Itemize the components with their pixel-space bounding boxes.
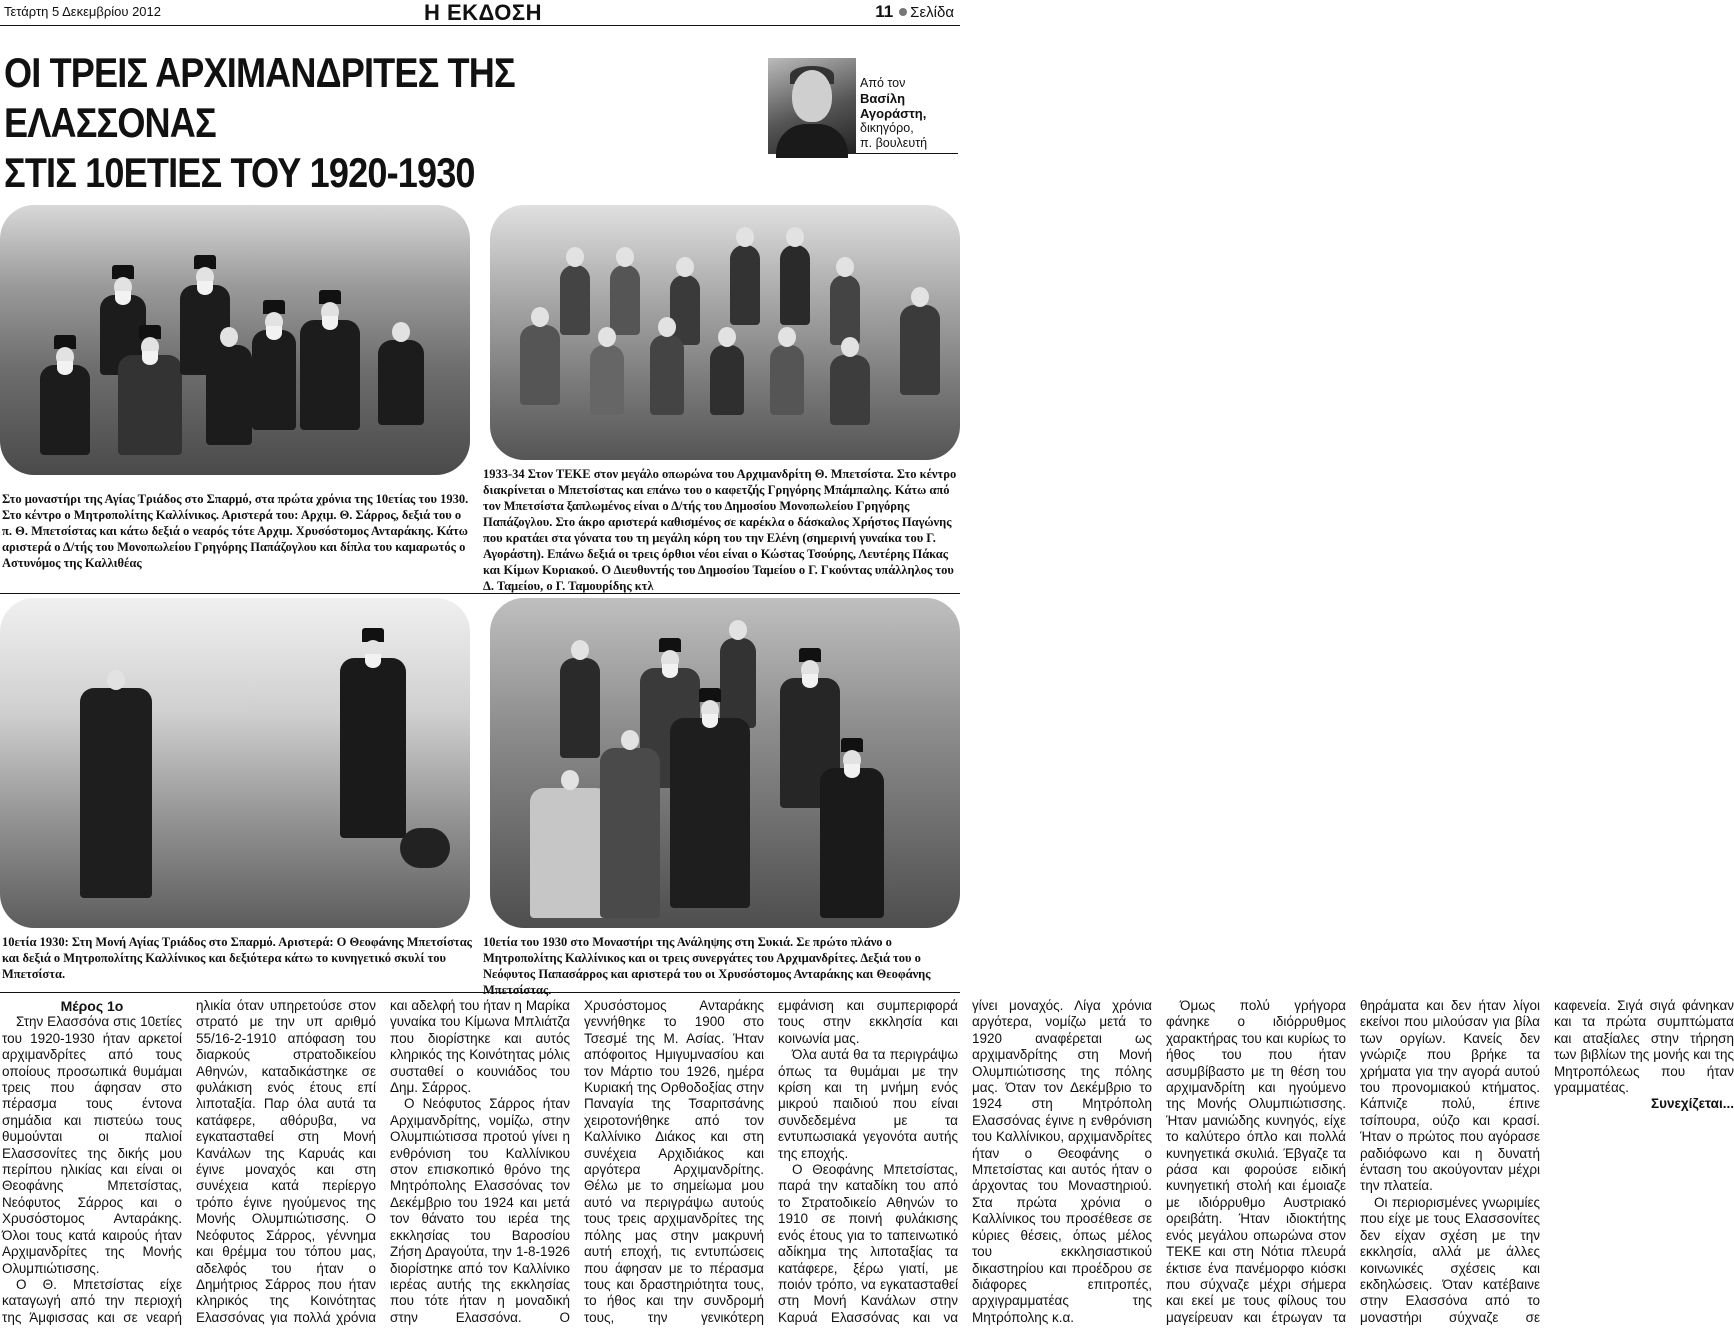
continued-note: Συνεχίζεται...	[1651, 1096, 1734, 1112]
divider	[0, 593, 960, 594]
photo-betsistas-kallinikos	[0, 598, 470, 928]
article-part: Μέρος 1ο	[60, 998, 124, 1014]
paragraph: Ο Νεόφυτος Σάρρος ήταν Αρχιμανδρίτης, νομίζω, στην Ολυμπιώτισσα προτού γίνει η ενθρόνιση του Καλλίνικου στον επισκοπικό θρόνο της Μητρόπολης Ελασσόνας τον Δεκέμβριο του 1924 και μετά τον θάνατο του ιερέα της εκκλησίας του Βαροσίου Ζήση Δραγούτα, την 1-8-1926 διορίστηκε από τον Καλλίνικο ιερέας αυτής της εκκλησίας που τότε ήταν η μοναδική στην Ελασσόνα. Ο Χρυσόστομος Ανταράκης γεννήθηκε το 1900 στο Τσεσμέ της Μ. Ασίας. Ήταν απόφοιτος Ημιγυμνασίου και τον Μάρτιο του 1926, ημέρα Κυριακή της Ορθοδοξίας στην Παναγία της Τσαριτσάνης χειροτονήθηκε από τον Καλλίνικο Διάκος και στη συνέχεια Αρχιδιάκος και αργότερα Αρχιμανδρίτης. Θέλω με το σημείωμα μου αυτό να περιγράψω αυτούς τους τρεις αρχιμανδρίτες της πόλης μας στην μακρυνή αυτή εποχή, τις εντυπώσεις που άφησαν με το πέρασμα τους και δραστηριότητα τους, το ήθος και την συνδρομή τους, την γενικότερη εμφάνιση και συμπεριφορά τους στην εκκλησία και κοινωνία μας.	[390, 998, 958, 1325]
page-indicator	[875, 2, 954, 22]
caption-photo-1: Στο μοναστήρι της Αγίας Τριάδος στο Σπαρμό, στα πρώτα χρόνια της 10ετίας του 1930. Στο κέντρο ο Μητροπολίτης Καλλίνικος. Αριστερά του: Αρχιμ. Θ. Σάρρος, δεξιά του ο π. Θ. Μπετσίστας και κάτω δεξιά ο νεαρός τότε Αρχιμ. Χρυσόστομος Ανταράκης. Κάτω αριστερά ο Δ/τής του Μονοπωλείου Γρηγόρης Παπάζογλου και δίπλα του καμαρωτός ο Αστυνόμος της Καλλιθέας	[2, 492, 469, 570]
paragraph: Όμως πολύ γρήγορα φάνηκε ο ιδιόρρυθμος χαρακτήρας του και κυρίως το ήθος του που ήταν ασυμβίβαστο με τη θέση του αρχιμανδρίτη και ηγούμενο της Μονής Ολυμπιώτισσης. Ήταν μανιώδης κυνηγός, είχε το καλύτερο όπλο και πολλά κυνηγετικά σκυλιά. Έβγαζε τα ράσα και φορούσε ειδική κυνηγετική στολή και έμοιαζε με ιδιόρρυθμο Αυστριακό ορειβάτη. Ήταν ιδιοκτήτης ενός μεγάλου οπωρώνα στον ΤΕΚΕ και στη Νότια πλευρά έκτισε ένα πανέμορφο κιόσκι που σύχναζε μέχρι σήμερα και εκεί με τους φίλους του μαγείρευαν και έτρωγαν τα θηράματα και δεν ήταν λίγοι εκείνοι που μιλούσαν για βίλα των οργίων. Κανείς δεν γνώριζε που βρήκε τα χρήματα για την αγορά αυτού του προνομιακού κτήματος. Κάπνιζε πολύ, έπινε τσίπουρα, ούζο και κρασί. Ήταν ο πρώτος που αγόρασε ραδιόφωνο και η δυνατή ένταση του ακούγονταν μέχρι την πλατεία.	[1166, 998, 1540, 1325]
article-body	[2, 998, 1734, 1331]
page-label: Σελίδα	[910, 4, 954, 21]
headline-line-1: ΟΙ ΤΡΕΙΣ ΑΡΧΙΜΑΝΔΡΙΤΕΣ ΤΗΣ ΕΛΑΣΣΟΝΑΣ	[4, 49, 515, 146]
caption-photo-3: 10ετία 1930: Στη Μονή Αγίας Τριάδος στο Σπαρμό. Αριστερά: Ο Θεοφάνης Μπετσίστας και δεξιά ο Μητροπολίτης Καλλίνικος και δεξιότερα κάτω το κυνηγετικό σκυλί του Μπετσίστα.	[2, 935, 472, 981]
page-header	[0, 0, 960, 26]
article-headline	[4, 48, 649, 198]
hunting-dog	[400, 828, 450, 868]
author-from: Από τον	[860, 76, 906, 90]
author-profession: δικηγόρο,	[860, 121, 914, 135]
page-number: 11	[875, 2, 894, 21]
divider	[0, 992, 960, 993]
bullet-icon	[899, 8, 907, 16]
caption-photo-2: 1933-34 Στον ΤΕΚΕ στον μεγάλο οπωρώνα του Αρχιμανδρίτη Θ. Μπετσίστα. Στο κέντρο διακρίνεται ο Μπετσίστας και επάνω του ο καφετζής Γρηγόρης Μπάμπαλης. Κάτω από τον Μπετσίστα ξαπλωμένος είναι ο Δ/τής του Δημοσίου Μονοπωλείου Γρηγόρης Παπάζογλου. Στο άκρο αριστερά καθισμένος σε καρέκλα ο δάσκαλος Χρήστος Παγώνης που κρατάει στα γόνατα του τη μεγάλη κόρη του την Ελένη (σημερινή γυναίκα του Γ. Αγοράστη). Επάνω δεξιά οι τρεις όρθιοι νέοι είναι ο Κώστας Τσούρης, Λευτέρης Πάκας και Κίμων Κυριακού. Ο Διευθυντής του Δημοσίου Ταμείου ο Γ. Γκούντας υπάλληλος του Δ. Ταμείου, ο Γ. Ταμουρίδης κτλ	[483, 467, 957, 593]
author-former-role: π. βουλευτή	[860, 136, 928, 150]
paragraph: Όλα αυτά θα τα περιγράψω όπως τα θυμάμαι με την κρίση και τη μνήμη ενός μικρού παιδιού που είναι συνδεδεμένα με τα εντυπωσιακά γεγονότα αυτής της εποχής.	[778, 1047, 958, 1161]
paragraph: Ο Θεοφάνης Μπετσίστας, παρά την καταδίκη του από το Στρατοδικείο Αθηνών το 1910 σε ποινή φυλάκισης ενός έτους για το ταπεινωτικό αδίκημα της λιποταξίας τα κατάφερε, ξέρω γιατί, με ποιόν τρόπο, να εγκατασταθεί στη Μονή Κανάλων στην Καρυά Ελασσόνας και να γίνει μοναχός. Λίγα χρόνια αργότερα, νομίζω μετά το 1920 αναφέρεται ως αρχιμανδρίτης στη Μονή Ολυμπιώτισσης της πόλης μας. Όταν τον Δεκέμβριο το 1924 στη Μητρόπολη Ελασσόνας έγινε η ενθρόνιση του Καλλίνικου, αρχιμανδρίτες ήταν ο Θεοφάνης ο Μπετσίστας και αυτός ήταν ο άρχοντας του Μοναστηριού. Στα πρώτα χρόνια ο Καλλίνικος του προσέθεσε σε κύριες θέσεις, όπως μέλος του εκκλησιαστικού δικαστηρίου και προέδρου σε διάφορες επιτροπές, αρχιγραμματέας της Μητρόπολης κ.α.	[778, 998, 1152, 1325]
issue-date: Τετάρτη 5 Δεκεμβρίου 2012	[4, 4, 161, 19]
author-byline	[860, 76, 927, 151]
author-portrait	[768, 58, 856, 154]
caption-photo-4: 10ετία του 1930 στο Μοναστήρι της Ανάληψης στη Συκιά. Σε πρώτο πλάνο ο Μητροπολίτης Καλλίνικος και οι τρεις συνεργάτες του Αρχιμανδρίτες. Δεξιά του ο Νεόφυτος Παπασάρρος και αριστερά του οι Χρυσόστομος Ανταράκης και Θεοφάνης Μπετσίστας.	[483, 935, 931, 997]
paragraph: Οι περιορισμένες γνωριμίες που είχε με τους Ελασσονίτες δεν είχαν σχέση με την εκκλησία, αλλά με άλλες κοινωνικές σχέσεις και εκδηλώσεις. Όταν κατέβαινε στην Ελασσόνα από το μοναστήρι σύχναζε σε καφενεία. Σιγά σιγά φάνηκαν και τα πρώτα συμπτώματα και αταξίαλες στην τήρηση των βιβλίων της μονής και της Μητροπόλεως που ήταν γραμματέας.	[1360, 998, 1734, 1325]
paragraph: Ο Θ. Μπετσίστας είχε καταγωγή από την περιοχή της Άμφισσας και σε νεαρή ηλικία όταν υπηρετούσε στον στρατό με την υπ αριθμό 55/16-2-1910 απόφαση του διαρκούς στρατοδικείου Αθηνών, καταδικάστηκε σε φυλάκιση ενός έτους επί λιποταξία. Παρ όλα αυτά τα κατάφερε, αθόρυβα, να εγκατασταθεί στη Μονή Κανάλων της Καρυάς και έγινε μοναχός και στη συνέχεια κατά περίεργο τρόπο έγινε ηγούμενος της Μονής Ολυμπιώτισσης. Ο Νεόφυτος Σάρρος, γέννημα και θρέμμα του τόπου μας, αδελφός του ήταν ο Δημήτριος Σάρρος που ήταν κληρικός της Κοινότητας Ελασσόνας για πολλά χρόνια και αδελφή του ήταν η Μαρίκα γυναίκα του Κίμωνα Μπλιάτζα που διορίστηκε και αυτός κληρικός της Κοινότητας μόλις συσταθεί ο κουνιάδος του Δημ. Σάρρος.	[2, 998, 570, 1325]
author-box	[768, 58, 958, 154]
newspaper-name: Η ΕΚΔΟΣΗ	[424, 0, 542, 25]
paragraph: Στην Ελασσόνα στις 10ετίες του 1920-1930 ήταν αρκετοί αρχιμανδρίτες από τους οποίους προσωπικά θυμάμαι τρεις που άφησαν στο πέρασμα τους έντονα σημάδια και πιστεύω τους θυμούνται οι παλιοί Ελασσονίτες της δικής μου περίπου ηλικίας και είναι οι Θεοφάνης Μπετσίστας, Νεόφυτος Σάρρος και ο Χρυσόστομος Ανταράκης. Όλοι τους κατά καιρούς ήταν Αρχιμανδρίτες της Μονής Ολυμπιώτισσης.	[2, 1014, 182, 1276]
author-last-name: Αγοράστη,	[860, 106, 927, 121]
photo-teke-orchard-group	[490, 205, 960, 460]
photo-analipsi-monastery	[490, 598, 960, 928]
photo-monastery-group	[0, 205, 470, 475]
headline-line-2: ΣΤΙΣ 10ΕΤΙΕΣ ΤΟΥ 1920-1930	[4, 149, 475, 196]
author-first-name: Βασίλη	[860, 91, 906, 106]
